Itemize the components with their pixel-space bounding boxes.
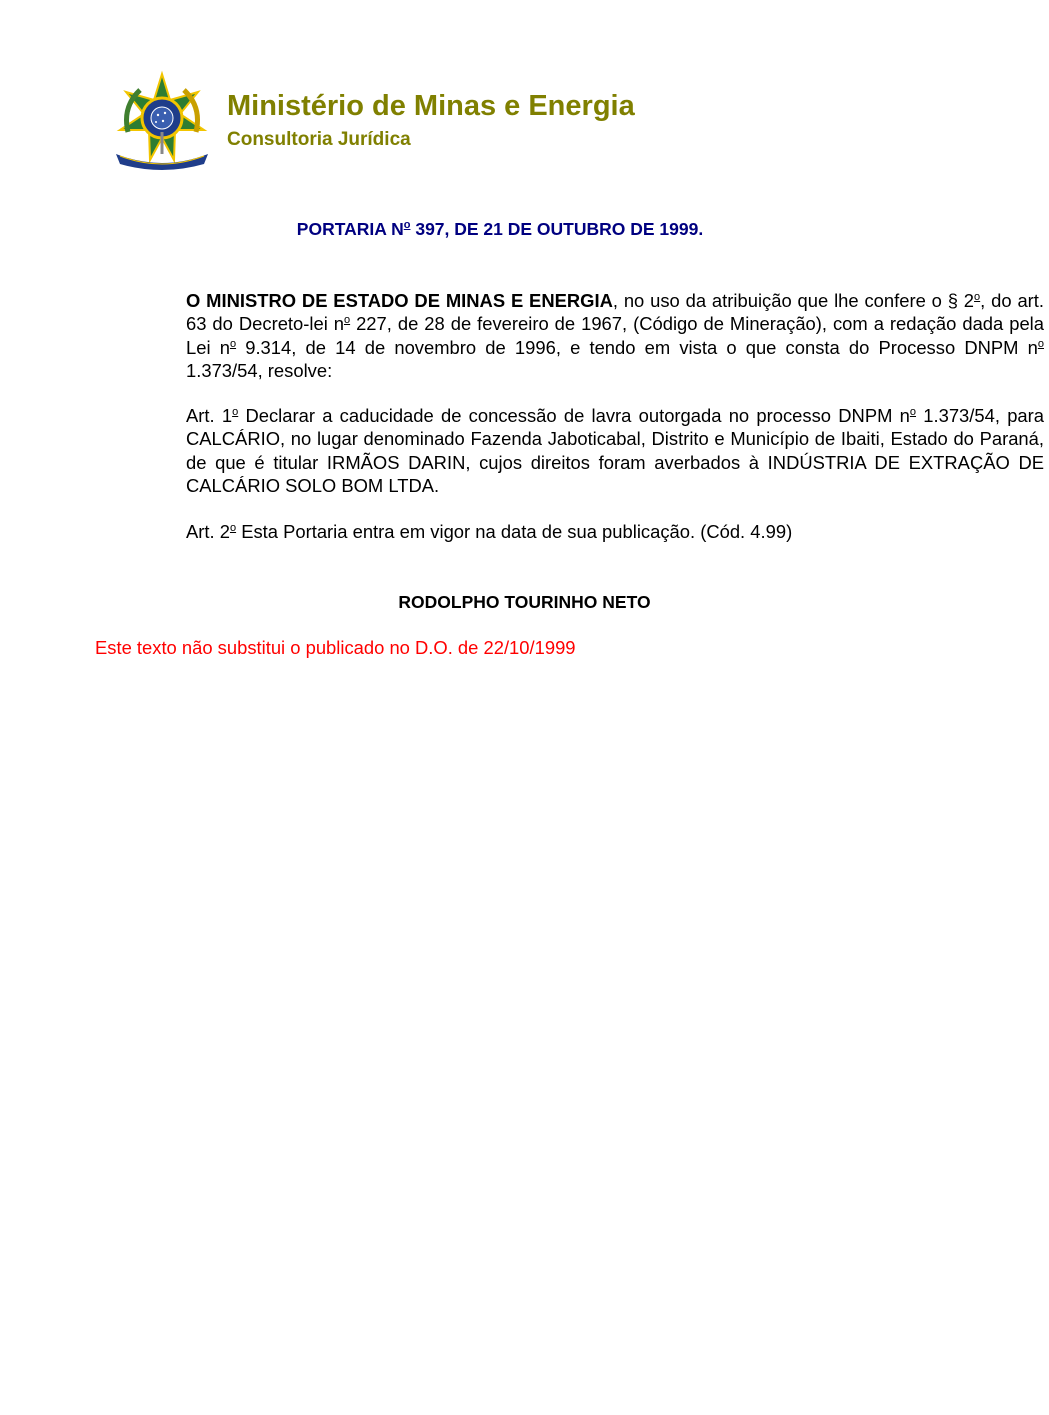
ordinal: o <box>343 314 351 327</box>
article-text: Esta Portaria entra em vigor na data de sua publicação. (Cód. 4.99) <box>236 521 793 542</box>
ministry-name: Ministério de Minas e Energia <box>227 90 635 122</box>
article-1 <box>95 404 1044 497</box>
coat-of-arms-icon <box>112 72 212 170</box>
article-2 <box>95 520 1044 543</box>
document-title <box>0 219 1000 240</box>
title-rest: 397, DE 21 DE OUTUBRO DE 1999. <box>410 219 704 239</box>
department-name: Consultoria Jurídica <box>227 129 411 150</box>
ordinal: o <box>229 337 237 350</box>
title-prefix: PORTARIA N <box>296 219 404 239</box>
article-label: Art. 2 <box>186 521 230 542</box>
preamble-text: , do art. 63 do Decreto-lei n <box>186 290 1045 335</box>
ordinal: o <box>909 406 917 418</box>
preamble-text: 227, de 28 de fevereiro de 1967, (Código de Mineração), com a redação dada pela Lei n <box>186 313 1044 358</box>
letterhead <box>112 72 672 172</box>
authority-name: O MINISTRO DE ESTADO DE MINAS E ENERGIA <box>186 290 613 311</box>
disclaimer-note: Este texto não substitui o publicado no D.O. de 22/10/1999 <box>95 637 576 658</box>
title-ordinal: o <box>403 219 411 231</box>
preamble-text: 1.373/54, resolve: <box>186 359 333 381</box>
ordinal: o <box>229 522 237 534</box>
preamble-paragraph <box>95 289 1044 382</box>
ordinal: o <box>974 291 981 303</box>
ordinal: o <box>232 406 239 418</box>
preamble-text: , no uso da atribuição que lhe confere o § 2 <box>612 290 975 311</box>
signature-name: RODOLPHO TOURINHO NETO <box>398 592 651 612</box>
preamble-text: 9.314, de 14 de novembro de 1996, e tendo em vista o que consta do Processo DNPM n <box>236 336 1038 358</box>
article-label: Art. 1 <box>186 405 233 426</box>
ordinal: o <box>1037 337 1044 350</box>
article-text: 1.373/54, para CALCÁRIO, no lugar denominado Fazenda Jaboticabal, Distrito e Município de Ibaiti, Estado do Paraná, de que é titular IRMÃOS DARIN, cujos direitos foram averbados à INDÚSTRIA DE EXTRAÇÃO DE CALCÁRIO SOLO BOM LTDA. <box>186 405 1045 496</box>
article-text: Declarar a caducidade de concessão de lavra outorgada no processo DNPM n <box>238 405 910 426</box>
